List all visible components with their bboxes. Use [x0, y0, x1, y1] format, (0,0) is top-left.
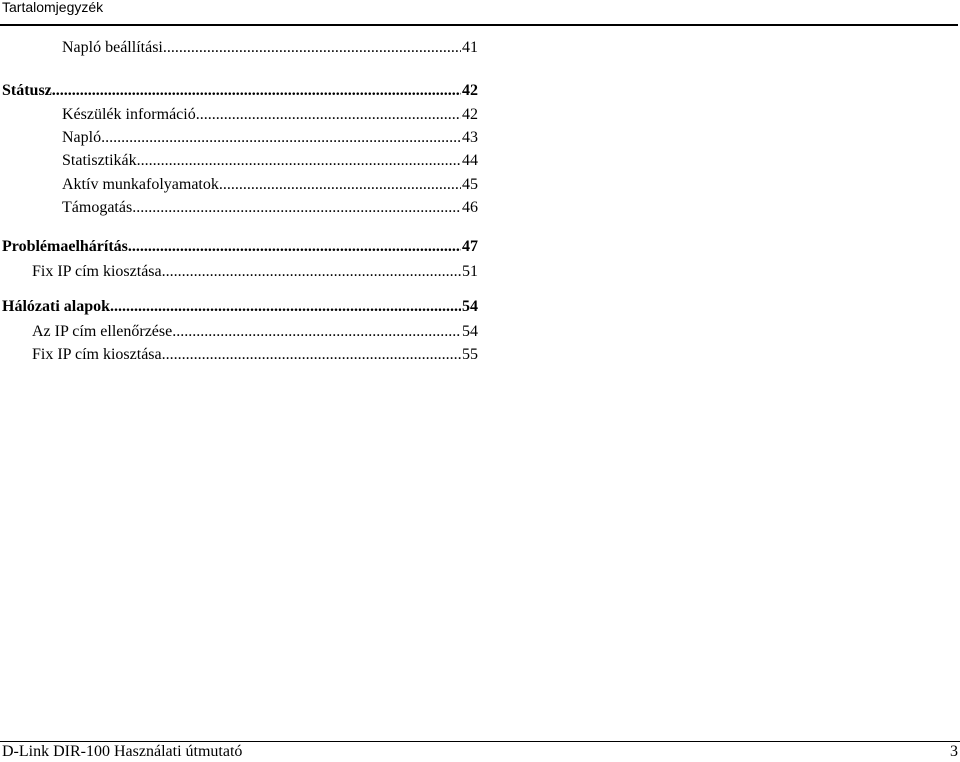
toc-entry-page: 42 — [462, 82, 478, 99]
toc-dot-leader — [101, 128, 461, 148]
toc-entry-page: 41 — [462, 39, 478, 56]
toc-dot-leader — [132, 198, 461, 218]
toc-entry[interactable] — [32, 262, 478, 282]
toc-entry-page: 43 — [462, 129, 478, 146]
footer-page-number: 3 — [950, 743, 958, 760]
toc-entry-page: 46 — [462, 199, 478, 216]
toc-entry-label: Hálózati alapok — [2, 298, 111, 315]
toc-dot-leader — [162, 345, 461, 365]
toc-entry[interactable] — [32, 345, 478, 365]
toc-entry[interactable] — [2, 297, 478, 317]
toc-entry-page: 45 — [462, 176, 478, 193]
toc-dot-leader — [52, 81, 461, 101]
toc-entry[interactable] — [62, 198, 478, 218]
toc-entry-label: Készülék információ — [62, 106, 196, 123]
toc-entry[interactable] — [62, 105, 478, 125]
toc-entry-label: Fix IP cím kiosztása — [32, 263, 162, 280]
toc-entry-page: 51 — [462, 263, 478, 280]
toc-entry-page: 54 — [462, 323, 478, 340]
toc-entry-page: 54 — [462, 298, 478, 315]
toc-entry[interactable] — [2, 237, 478, 257]
toc-entry-label: Problémaelhárítás — [2, 238, 128, 255]
toc-entry-label: Statisztikák — [62, 152, 137, 169]
toc-entry[interactable] — [62, 151, 478, 171]
toc-entry[interactable] — [32, 322, 478, 342]
toc-entry[interactable] — [62, 38, 478, 58]
toc-entry-label: Támogatás — [62, 199, 133, 216]
toc-entry[interactable] — [2, 81, 478, 101]
page-header — [0, 0, 958, 26]
toc-dot-leader — [162, 262, 461, 282]
toc-entry-label: Státusz — [2, 82, 52, 99]
toc-dot-leader — [128, 237, 461, 257]
toc-entry-page: 55 — [462, 346, 478, 363]
toc-dot-leader — [219, 175, 461, 195]
footer-title: D-Link DIR-100 Használati útmutató — [2, 743, 243, 760]
toc-entry-page: 42 — [462, 106, 478, 123]
page-header-title: Tartalomjegyzék — [2, 0, 104, 15]
toc-dot-leader — [110, 297, 461, 317]
page-footer — [0, 741, 960, 762]
toc-entry-label: Aktív munkafolyamatok — [62, 176, 219, 193]
toc-dot-leader — [196, 105, 461, 125]
toc-entry-label: Napló — [62, 129, 102, 146]
toc-dot-leader — [172, 322, 461, 342]
toc-entry-page: 47 — [462, 238, 478, 255]
toc-entry-page: 44 — [462, 152, 478, 169]
toc-dot-leader — [137, 151, 461, 171]
toc-entry-label: Napló beállítási — [62, 39, 163, 56]
toc-entry-label: Az IP cím ellenőrzése — [32, 323, 173, 340]
toc-entry-label: Fix IP cím kiosztása — [32, 346, 162, 363]
toc-dot-leader — [163, 38, 461, 58]
toc-entry[interactable] — [62, 175, 478, 195]
toc-entry[interactable] — [62, 128, 478, 148]
